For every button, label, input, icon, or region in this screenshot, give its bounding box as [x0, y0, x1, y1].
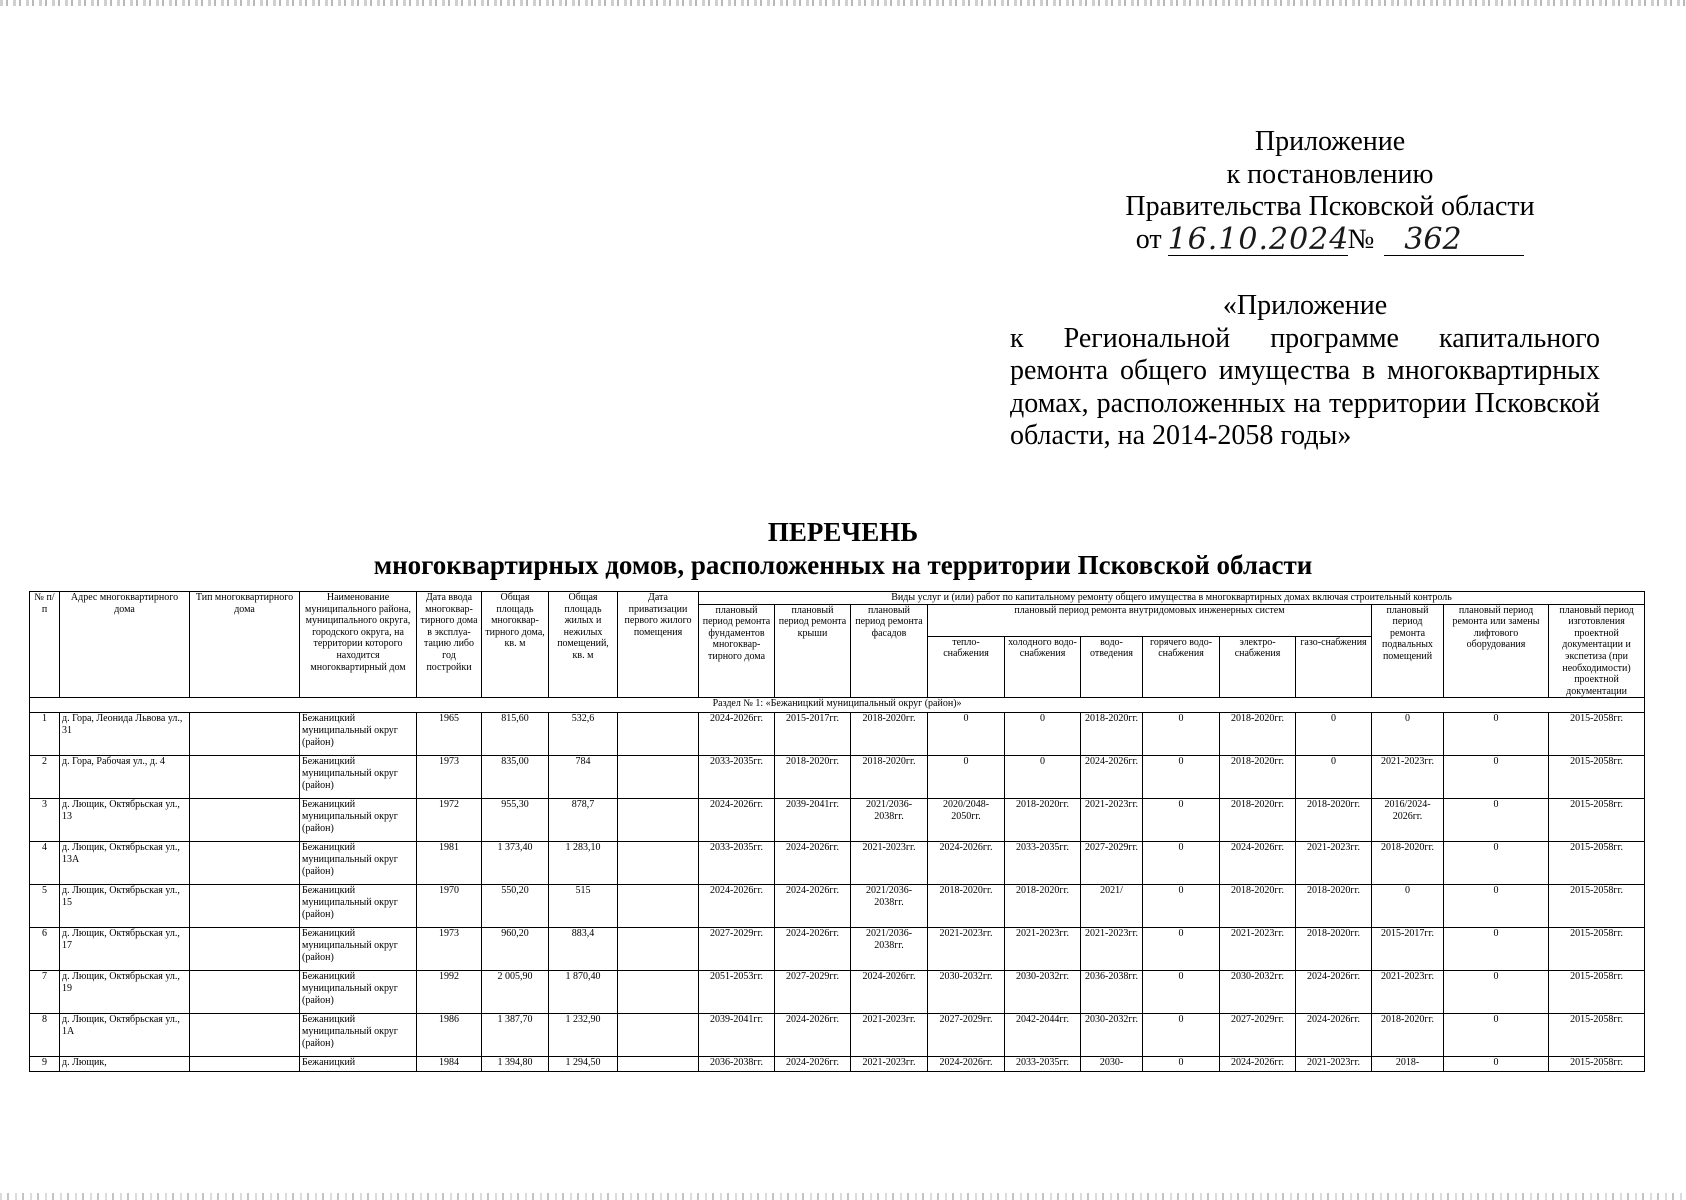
cell-facade: 2021-2023гг. [851, 1014, 928, 1057]
cell-address: д. Лющик, Октябрьская ул., 13 [60, 799, 190, 842]
cell-elevator: 0 [1444, 928, 1549, 971]
cell-docs: 2015-2058гг. [1549, 928, 1645, 971]
cell-address: д. Лющик, Октябрьская ул., 17 [60, 928, 190, 971]
cell-type [190, 928, 300, 971]
cell-drainage: 2027-2029гг. [1081, 842, 1143, 885]
header-municipality: Наименование муниципального района, муниципального округа, городского округа, на территории которого находится многоквартирный дом [300, 592, 417, 698]
cell-cold-water: 0 [1005, 756, 1081, 799]
cell-cold-water: 2021-2023гг. [1005, 928, 1081, 971]
cell-basement: 0 [1372, 713, 1444, 756]
cell-privatization [618, 713, 699, 756]
cell-facade: 2021/2036-2038гг. [851, 928, 928, 971]
table-row [30, 1057, 1645, 1072]
cell-living-area: 883,4 [549, 928, 618, 971]
cell-heat: 0 [928, 756, 1005, 799]
cell-roof: 2027-2029гг. [775, 971, 851, 1014]
table-row [30, 885, 1645, 928]
cell-roof: 2024-2026гг. [775, 885, 851, 928]
cell-hot-water: 0 [1143, 713, 1220, 756]
cell-drainage: 2021-2023гг. [1081, 928, 1143, 971]
cell-hot-water: 0 [1143, 756, 1220, 799]
cell-total-area: 955,30 [482, 799, 549, 842]
cell-num: 2 [30, 756, 60, 799]
header-type: Тип многоквартирного дома [190, 592, 300, 698]
cell-docs: 2015-2058гг. [1549, 756, 1645, 799]
cell-privatization [618, 842, 699, 885]
header-gas: газо-снабжения [1296, 636, 1372, 698]
table-row [30, 756, 1645, 799]
cell-heat: 2021-2023гг. [928, 928, 1005, 971]
cell-foundation: 2027-2029гг. [699, 928, 775, 971]
cell-municipality: Бежаницкий муниципальный округ (район) [300, 756, 417, 799]
cell-drainage: 2036-2038гг. [1081, 971, 1143, 1014]
header-total-area: Общая площадь многоквар-тирного дома, кв. м [482, 592, 549, 698]
header-cold-water: холодного водо-снабжения [1005, 636, 1081, 698]
cell-foundation: 2039-2041гг. [699, 1014, 775, 1057]
cell-cold-water: 2018-2020гг. [1005, 799, 1081, 842]
cell-address: д. Лющик, Октябрьская ул., 19 [60, 971, 190, 1014]
cell-drainage: 2021-2023гг. [1081, 799, 1143, 842]
cell-num: 1 [30, 713, 60, 756]
cell-basement: 2018- [1372, 1057, 1444, 1072]
cell-heat: 2024-2026гг. [928, 842, 1005, 885]
cell-total-area: 815,60 [482, 713, 549, 756]
cell-roof: 2015-2017гг. [775, 713, 851, 756]
cell-basement: 2018-2020гг. [1372, 842, 1444, 885]
cell-gas: 2021-2023гг. [1296, 1057, 1372, 1072]
header-electric: электро-снабжения [1220, 636, 1296, 698]
cell-address: д. Гора, Рабочая ул., д. 4 [60, 756, 190, 799]
cell-electric: 2018-2020гг. [1220, 799, 1296, 842]
cell-roof: 2024-2026гг. [775, 842, 851, 885]
section-title: Раздел № 1: «Бежаницкий муниципальный округ (район)» [30, 698, 1645, 713]
cell-heat: 2024-2026гг. [928, 1057, 1005, 1072]
cell-heat: 2020/2048-2050гг. [928, 799, 1005, 842]
scan-edge-top [0, 0, 1686, 6]
header-services-group: Виды услуг и (или) работ по капитальному ремонту общего имущества в многоквартирных домах включая строительный контроль [699, 592, 1645, 605]
header-basement: плановый период ремонта подвальных помещений [1372, 604, 1444, 698]
cell-electric: 2021-2023гг. [1220, 928, 1296, 971]
cell-living-area: 515 [549, 885, 618, 928]
cell-foundation: 2024-2026гг. [699, 713, 775, 756]
cell-living-area: 784 [549, 756, 618, 799]
cell-hot-water: 0 [1143, 842, 1220, 885]
cell-basement: 2021-2023гг. [1372, 756, 1444, 799]
cell-facade: 2021-2023гг. [851, 842, 928, 885]
cell-address: д. Лющик, Октябрьская ул., 13А [60, 842, 190, 885]
cell-num: 6 [30, 928, 60, 971]
cell-electric: 2018-2020гг. [1220, 713, 1296, 756]
cell-elevator: 0 [1444, 842, 1549, 885]
cell-foundation: 2024-2026гг. [699, 885, 775, 928]
cell-year: 1986 [417, 1014, 482, 1057]
header-elevator: плановый период ремонта или замены лифтового оборудования [1444, 604, 1549, 698]
cell-facade: 2021-2023гг. [851, 1057, 928, 1072]
cell-drainage: 2018-2020гг. [1081, 713, 1143, 756]
cell-year: 1981 [417, 842, 482, 885]
cell-heat: 2027-2029гг. [928, 1014, 1005, 1057]
cell-municipality: Бежаницкий муниципальный округ (район) [300, 928, 417, 971]
header-drainage: водо-отведения [1081, 636, 1143, 698]
cell-municipality: Бежаницкий муниципальный округ (район) [300, 1014, 417, 1057]
table-row [30, 842, 1645, 885]
cell-electric: 2018-2020гг. [1220, 756, 1296, 799]
cell-privatization [618, 1014, 699, 1057]
cell-foundation: 2024-2026гг. [699, 799, 775, 842]
cell-drainage: 2030-2032гг. [1081, 1014, 1143, 1057]
header-roof: плановый период ремонта крыши [775, 604, 851, 698]
cell-num: 7 [30, 971, 60, 1014]
cell-num: 4 [30, 842, 60, 885]
cell-heat: 2018-2020гг. [928, 885, 1005, 928]
cell-type [190, 971, 300, 1014]
cell-municipality: Бежаницкий муниципальный округ (район) [300, 885, 417, 928]
cell-cold-water: 0 [1005, 713, 1081, 756]
cell-year: 1965 [417, 713, 482, 756]
cell-hot-water: 0 [1143, 1014, 1220, 1057]
header-facade: плановый период ремонта фасадов [851, 604, 928, 698]
cell-docs: 2015-2058гг. [1549, 799, 1645, 842]
cell-foundation: 2033-2035гг. [699, 756, 775, 799]
cell-num: 9 [30, 1057, 60, 1072]
cell-facade: 2021/2036-2038гг. [851, 885, 928, 928]
cell-gas: 2018-2020гг. [1296, 799, 1372, 842]
cell-basement: 2018-2020гг. [1372, 1014, 1444, 1057]
cell-year: 1973 [417, 928, 482, 971]
cell-type [190, 713, 300, 756]
regional-appendix-text: к Региональной программе капитального ремонта общего имущества в многоквартирных домах, расположенных на территории Псковской области, на 2014-2058 годы» [1010, 322, 1600, 451]
cell-living-area: 1 870,40 [549, 971, 618, 1014]
cell-hot-water: 0 [1143, 971, 1220, 1014]
cell-heat: 2030-2032гг. [928, 971, 1005, 1014]
cell-total-area: 550,20 [482, 885, 549, 928]
apartment-buildings-table [29, 591, 1645, 1072]
cell-municipality: Бежаницкий муниципальный округ (район) [300, 971, 417, 1014]
header-docs: плановый период изготовления проектной документации и экспетиза (при необходимости) проектной документации [1549, 604, 1645, 698]
handwritten-date: 16.10.2024 [1167, 222, 1350, 257]
cell-living-area: 878,7 [549, 799, 618, 842]
cell-privatization [618, 799, 699, 842]
appendix-header [1060, 126, 1600, 256]
cell-elevator: 0 [1444, 1014, 1549, 1057]
cell-total-area: 2 005,90 [482, 971, 549, 1014]
cell-roof: 2024-2026гг. [775, 928, 851, 971]
cell-municipality: Бежаницкий муниципальный округ (район) [300, 799, 417, 842]
cell-num: 8 [30, 1014, 60, 1057]
cell-type [190, 799, 300, 842]
cell-hot-water: 0 [1143, 1057, 1220, 1072]
cell-privatization [618, 1057, 699, 1072]
header-living-area: Общая площадь жилых и нежилых помещений, кв. м [549, 592, 618, 698]
cell-foundation: 2033-2035гг. [699, 842, 775, 885]
cell-gas: 0 [1296, 756, 1372, 799]
cell-living-area: 1 283,10 [549, 842, 618, 885]
table-row [30, 928, 1645, 971]
cell-type [190, 1014, 300, 1057]
cell-type [190, 842, 300, 885]
cell-hot-water: 0 [1143, 799, 1220, 842]
cell-address: д. Лющик, [60, 1057, 190, 1072]
cell-docs: 2015-2058гг. [1549, 842, 1645, 885]
scan-edge-bottom [0, 1193, 1686, 1200]
appendix-line-1: Приложение [1254, 126, 1406, 157]
cell-basement: 2015-2017гг. [1372, 928, 1444, 971]
title-line-1: ПЕРЕЧЕНЬ [767, 517, 919, 547]
cell-address: д. Лющик, Октябрьская ул., 1А [60, 1014, 190, 1057]
table-row [30, 971, 1645, 1014]
cell-total-area: 1 394,80 [482, 1057, 549, 1072]
table-row [30, 713, 1645, 756]
cell-electric: 2024-2026гг. [1220, 842, 1296, 885]
header-heat: тепло-снабжения [928, 636, 1005, 698]
cell-year: 1992 [417, 971, 482, 1014]
cell-electric: 2030-2032гг. [1220, 971, 1296, 1014]
cell-docs: 2015-2058гг. [1549, 713, 1645, 756]
cell-living-area: 1 232,90 [549, 1014, 618, 1057]
cell-foundation: 2036-2038гг. [699, 1057, 775, 1072]
cell-gas: 0 [1296, 713, 1372, 756]
cell-address: д. Гора, Леонида Львова ул., 31 [60, 713, 190, 756]
header-engineering-group: плановый период ремонта внутридомовых инженерных систем [928, 604, 1372, 636]
cell-facade: 2021/2036-2038гг. [851, 799, 928, 842]
cell-hot-water: 0 [1143, 885, 1220, 928]
table-row [30, 1014, 1645, 1057]
cell-year: 1973 [417, 756, 482, 799]
cell-cold-water: 2018-2020гг. [1005, 885, 1081, 928]
cell-gas: 2018-2020гг. [1296, 928, 1372, 971]
cell-foundation: 2051-2053гг. [699, 971, 775, 1014]
header-hot-water: горячего водо-снабжения [1143, 636, 1220, 698]
header-privatization: Дата приватизации первого жилого помещения [618, 592, 699, 698]
cell-privatization [618, 756, 699, 799]
cell-address: д. Лющик, Октябрьская ул., 15 [60, 885, 190, 928]
appendix-line-3: Правительства Псковской области [1125, 191, 1535, 222]
cell-num: 5 [30, 885, 60, 928]
regional-program-reference [1010, 290, 1600, 453]
cell-facade: 2018-2020гг. [851, 756, 928, 799]
cell-privatization [618, 885, 699, 928]
cell-docs: 2015-2058гг. [1549, 885, 1645, 928]
cell-municipality: Бежаницкий [300, 1057, 417, 1072]
regional-appendix-title: «Приложение [1222, 290, 1388, 321]
cell-drainage: 2021/ [1081, 885, 1143, 928]
header-foundation: плановый период ремонта фундаментов многоквар-тирного дома [699, 604, 775, 698]
cell-elevator: 0 [1444, 885, 1549, 928]
cell-docs: 2015-2058гг. [1549, 1057, 1645, 1072]
cell-gas: 2024-2026гг. [1296, 971, 1372, 1014]
cell-drainage: 2030- [1081, 1057, 1143, 1072]
cell-year: 1984 [417, 1057, 482, 1072]
header-num: № п/п [30, 592, 60, 698]
cell-docs: 2015-2058гг. [1549, 971, 1645, 1014]
cell-basement: 2021-2023гг. [1372, 971, 1444, 1014]
date-prefix: от [1135, 223, 1162, 255]
resolution-date-line [1060, 224, 1600, 257]
cell-roof: 2024-2026гг. [775, 1057, 851, 1072]
cell-roof: 2024-2026гг. [775, 1014, 851, 1057]
cell-municipality: Бежаницкий муниципальный округ (район) [300, 713, 417, 756]
section-row [30, 698, 1645, 713]
number-sign: № [1347, 223, 1375, 255]
cell-electric: 2027-2029гг. [1220, 1014, 1296, 1057]
cell-type [190, 756, 300, 799]
cell-roof: 2039-2041гг. [775, 799, 851, 842]
cell-elevator: 0 [1444, 713, 1549, 756]
cell-total-area: 1 373,40 [482, 842, 549, 885]
cell-num: 3 [30, 799, 60, 842]
cell-cold-water: 2030-2032гг. [1005, 971, 1081, 1014]
cell-type [190, 885, 300, 928]
cell-type [190, 1057, 300, 1072]
cell-year: 1970 [417, 885, 482, 928]
cell-year: 1972 [417, 799, 482, 842]
cell-elevator: 0 [1444, 971, 1549, 1014]
appendix-line-2: к постановлению [1226, 158, 1434, 190]
cell-privatization [618, 971, 699, 1014]
handwritten-number: 362 [1384, 225, 1524, 256]
cell-elevator: 0 [1444, 799, 1549, 842]
cell-cold-water: 2033-2035гг. [1005, 1057, 1081, 1072]
cell-elevator: 0 [1444, 1057, 1549, 1072]
cell-facade: 2018-2020гг. [851, 713, 928, 756]
cell-basement: 0 [1372, 885, 1444, 928]
cell-drainage: 2024-2026гг. [1081, 756, 1143, 799]
header-address: Адрес многоквартирного дома [60, 592, 190, 698]
cell-total-area: 960,20 [482, 928, 549, 971]
cell-cold-water: 2033-2035гг. [1005, 842, 1081, 885]
cell-electric: 2018-2020гг. [1220, 885, 1296, 928]
cell-elevator: 0 [1444, 756, 1549, 799]
cell-roof: 2018-2020гг. [775, 756, 851, 799]
cell-total-area: 1 387,70 [482, 1014, 549, 1057]
cell-facade: 2024-2026гг. [851, 971, 928, 1014]
cell-privatization [618, 928, 699, 971]
title-line-2: многоквартирных домов, расположенных на территории Псковской области [373, 550, 1313, 580]
cell-basement: 2016/2024-2026гг. [1372, 799, 1444, 842]
cell-gas: 2018-2020гг. [1296, 885, 1372, 928]
cell-gas: 2021-2023гг. [1296, 842, 1372, 885]
cell-heat: 0 [928, 713, 1005, 756]
header-year: Дата ввода многоквар-тирного дома в эксплуа-тацию либо год постройки [417, 592, 482, 698]
cell-docs: 2015-2058гг. [1549, 1014, 1645, 1057]
document-title [0, 516, 1686, 582]
cell-hot-water: 0 [1143, 928, 1220, 971]
cell-electric: 2024-2026гг. [1220, 1057, 1296, 1072]
cell-municipality: Бежаницкий муниципальный округ (район) [300, 842, 417, 885]
cell-living-area: 532,6 [549, 713, 618, 756]
table-row [30, 799, 1645, 842]
cell-cold-water: 2042-2044гг. [1005, 1014, 1081, 1057]
cell-living-area: 1 294,50 [549, 1057, 618, 1072]
cell-gas: 2024-2026гг. [1296, 1014, 1372, 1057]
cell-total-area: 835,00 [482, 756, 549, 799]
